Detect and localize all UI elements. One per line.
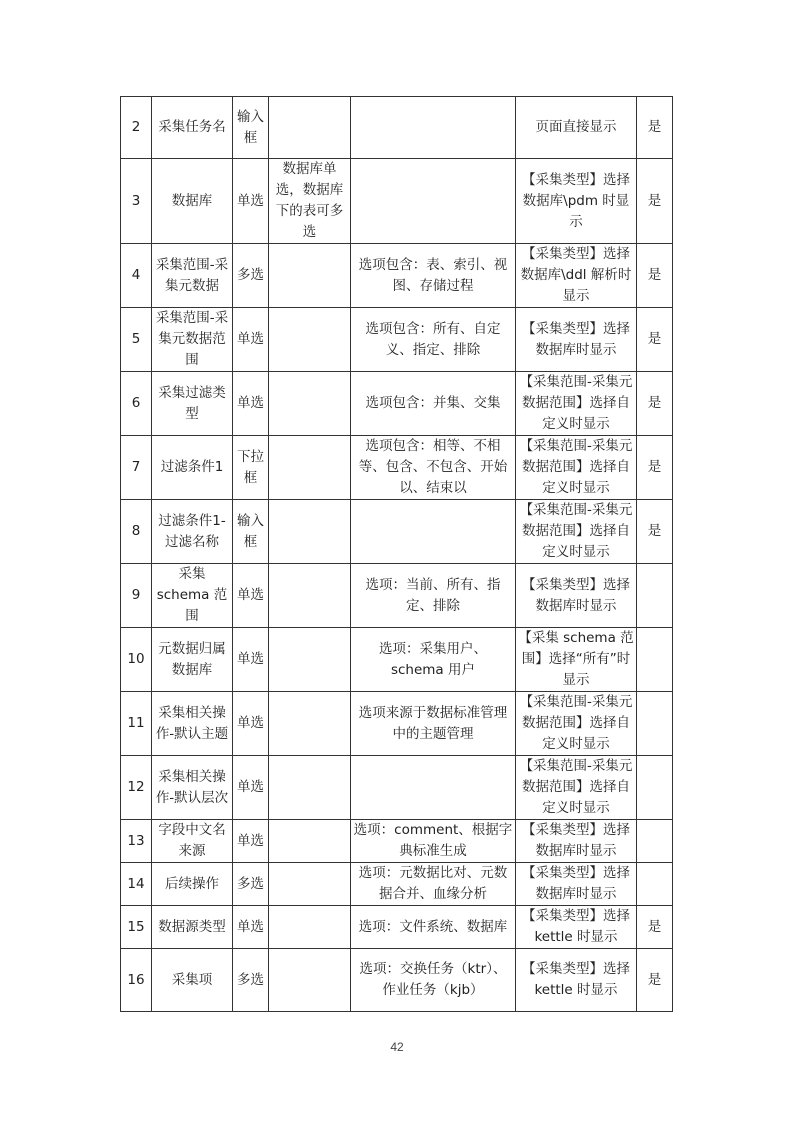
cell-field-name: 过滤条件1-过滤名称: [152, 500, 233, 564]
cell-field-name: 后续操作: [152, 863, 233, 906]
cell-options: 选项包含：并集、交集: [351, 372, 516, 436]
cell-description: [269, 500, 351, 564]
cell-field-name: 采集过滤类型: [152, 372, 233, 436]
cell-field-name: 采集项: [152, 949, 233, 1012]
cell-control-type: 输入框: [233, 500, 269, 564]
cell-display-condition: 【采集类型】选择数据库时显示: [516, 820, 637, 863]
cell-required-flag: 是: [637, 906, 673, 949]
cell-row-number: 12: [121, 756, 152, 820]
cell-row-number: 4: [121, 244, 152, 308]
cell-description: [269, 756, 351, 820]
cell-display-condition: 【采集类型】选择 kettle 时显示: [516, 949, 637, 1012]
cell-description: [269, 949, 351, 1012]
table-row: [121, 372, 673, 436]
cell-required-flag: 是: [637, 308, 673, 372]
cell-display-condition: 页面直接显示: [516, 97, 637, 159]
cell-description: [269, 244, 351, 308]
cell-description: [269, 308, 351, 372]
cell-field-name: 采集相关操作-默认层次: [152, 756, 233, 820]
table-row: [121, 692, 673, 756]
cell-field-name: 采集schema 范围: [152, 564, 233, 628]
cell-required-flag: 是: [637, 949, 673, 1012]
cell-field-name: 采集范围-采集元数据范围: [152, 308, 233, 372]
cell-control-type: 多选: [233, 949, 269, 1012]
cell-required-flag: [637, 692, 673, 756]
cell-required-flag: [637, 628, 673, 692]
cell-control-type: 单选: [233, 628, 269, 692]
cell-row-number: 2: [121, 97, 152, 159]
cell-control-type: 下拉框: [233, 436, 269, 500]
cell-control-type: 输入框: [233, 97, 269, 159]
table-row: [121, 820, 673, 863]
cell-required-flag: 是: [637, 436, 673, 500]
cell-control-type: 单选: [233, 820, 269, 863]
table-row: [121, 628, 673, 692]
cell-required-flag: 是: [637, 159, 673, 244]
cell-options: 选项来源于数据标准管理中的主题管理: [351, 692, 516, 756]
cell-row-number: 7: [121, 436, 152, 500]
cell-row-number: 15: [121, 906, 152, 949]
cell-options: 选项包含：相等、不相等、包含、不包含、开始以、结束以: [351, 436, 516, 500]
cell-control-type: 单选: [233, 159, 269, 244]
cell-control-type: 单选: [233, 906, 269, 949]
cell-display-condition: 【采集范围-采集元数据范围】选择自定义时显示: [516, 436, 637, 500]
cell-field-name: 过滤条件1: [152, 436, 233, 500]
cell-display-condition: 【采集类型】选择 kettle 时显示: [516, 906, 637, 949]
cell-control-type: 单选: [233, 308, 269, 372]
cell-options: 选项：comment、根据字典标准生成: [351, 820, 516, 863]
cell-description: [269, 436, 351, 500]
cell-required-flag: 是: [637, 372, 673, 436]
cell-options: 选项：采集用户、schema 用户: [351, 628, 516, 692]
cell-description: [269, 863, 351, 906]
cell-description: [269, 692, 351, 756]
cell-row-number: 8: [121, 500, 152, 564]
cell-field-name: 数据库: [152, 159, 233, 244]
table-row: [121, 906, 673, 949]
cell-field-name: 采集相关操作-默认主题: [152, 692, 233, 756]
cell-display-condition: 【采集类型】选择数据库\pdm 时显示: [516, 159, 637, 244]
cell-control-type: 多选: [233, 244, 269, 308]
cell-options: 选项包含：表、索引、视图、存储过程: [351, 244, 516, 308]
cell-description: 数据库单选，数据库下的表可多选: [269, 159, 351, 244]
cell-required-flag: [637, 820, 673, 863]
cell-control-type: 单选: [233, 372, 269, 436]
cell-display-condition: 【采集 schema 范围】选择“所有”时显示: [516, 628, 637, 692]
table-row: [121, 500, 673, 564]
cell-description: [269, 564, 351, 628]
cell-control-type: 单选: [233, 564, 269, 628]
cell-row-number: 9: [121, 564, 152, 628]
table-row: [121, 436, 673, 500]
cell-required-flag: 是: [637, 500, 673, 564]
cell-options: 选项：交换任务（ktr）、作业任务（kjb）: [351, 949, 516, 1012]
cell-display-condition: 【采集类型】选择数据库\ddl 解析时显示: [516, 244, 637, 308]
cell-field-name: 数据源类型: [152, 906, 233, 949]
cell-options: [351, 500, 516, 564]
cell-row-number: 5: [121, 308, 152, 372]
cell-description: [269, 372, 351, 436]
cell-field-name: 字段中文名来源: [152, 820, 233, 863]
cell-control-type: 多选: [233, 863, 269, 906]
cell-display-condition: 【采集范围-采集元数据范围】选择自定义时显示: [516, 500, 637, 564]
cell-description: [269, 906, 351, 949]
cell-required-flag: 是: [637, 244, 673, 308]
table-row: [121, 756, 673, 820]
cell-row-number: 10: [121, 628, 152, 692]
cell-required-flag: [637, 564, 673, 628]
cell-options: [351, 756, 516, 820]
cell-options: 选项：元数据比对、元数据合并、血缘分析: [351, 863, 516, 906]
cell-display-condition: 【采集范围-采集元数据范围】选择自定义时显示: [516, 372, 637, 436]
cell-description: [269, 628, 351, 692]
cell-required-flag: [637, 756, 673, 820]
cell-control-type: 单选: [233, 756, 269, 820]
spec-table: [120, 96, 673, 1012]
table-row: [121, 564, 673, 628]
cell-options: [351, 97, 516, 159]
table-row: [121, 863, 673, 906]
cell-row-number: 6: [121, 372, 152, 436]
page-number: 42: [390, 1040, 404, 1054]
cell-row-number: 3: [121, 159, 152, 244]
cell-row-number: 13: [121, 820, 152, 863]
cell-description: [269, 820, 351, 863]
cell-field-name: 采集任务名: [152, 97, 233, 159]
table-row: [121, 308, 673, 372]
cell-options: [351, 159, 516, 244]
cell-required-flag: [637, 863, 673, 906]
cell-display-condition: 【采集类型】选择数据库时显示: [516, 564, 637, 628]
cell-options: 选项：当前、所有、指定、排除: [351, 564, 516, 628]
cell-description: [269, 97, 351, 159]
cell-options: 选项：文件系统、数据库: [351, 906, 516, 949]
cell-field-name: 采集范围-采集元数据: [152, 244, 233, 308]
table-row: [121, 97, 673, 159]
cell-control-type: 单选: [233, 692, 269, 756]
table-row: [121, 244, 673, 308]
table-row: [121, 159, 673, 244]
cell-field-name: 元数据归属数据库: [152, 628, 233, 692]
cell-row-number: 14: [121, 863, 152, 906]
cell-options: 选项包含：所有、自定义、指定、排除: [351, 308, 516, 372]
cell-display-condition: 【采集范围-采集元数据范围】选择自定义时显示: [516, 756, 637, 820]
cell-display-condition: 【采集类型】选择数据库时显示: [516, 863, 637, 906]
cell-row-number: 16: [121, 949, 152, 1012]
cell-required-flag: 是: [637, 97, 673, 159]
cell-display-condition: 【采集类型】选择数据库时显示: [516, 308, 637, 372]
cell-display-condition: 【采集范围-采集元数据范围】选择自定义时显示: [516, 692, 637, 756]
cell-row-number: 11: [121, 692, 152, 756]
table-row: [121, 949, 673, 1012]
